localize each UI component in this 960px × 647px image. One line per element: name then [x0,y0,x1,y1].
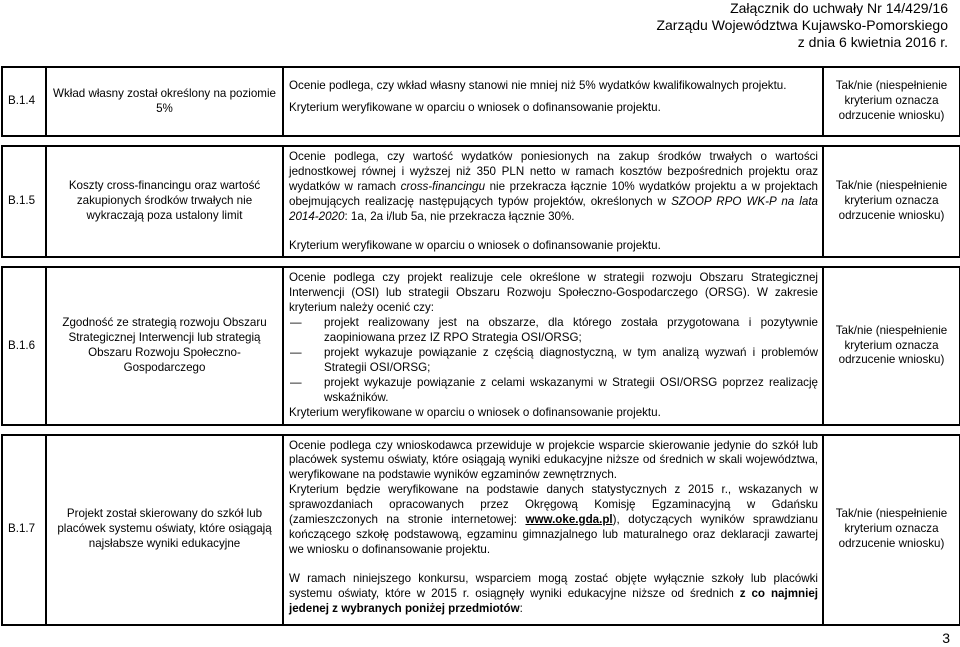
list-item: — projekt wykazuje powiązanie z częścią diagnostyczną, w tym analizą wyzwań i problemów Strategii OSI/ORSG; [289,346,818,376]
header-line-3: z dnia 6 kwietnia 2016 r. [797,34,948,50]
text-segment: ), dotyczących wyników sprawdzianu kończącego szkołę podstawową, egzaminu gimnazjalnego lub maturalnego oraz deklaracji zawartej we wniosku o dofinansowanie projektu. [289,513,818,556]
text-segment: Ocenie podlega, czy wartość wydatków poniesionych na zakup środków trwałych o wartości jednostkowej równej i wyższej niż 350 PLN netto w ramach kosztów bezpośrednich projektu oraz wydatków w ramach [289,150,818,193]
verification-note: Kryterium weryfikowane w oparciu o wniosek o dofinansowanie projektu. [289,405,661,419]
criterion-description [283,267,823,424]
description-paragraph [289,483,818,558]
verification-note: Kryterium weryfikowane w oparciu o wniosek o dofinansowanie projektu. [289,238,661,252]
criterion-result: Tak/nie (niespełnienie kryterium oznacza odrzucenie wniosku) [823,435,960,625]
text-segment: Kryterium będzie weryfikowane na podstawie danych statystycznych z 2015 r., wskazanych w sprawozdaniach opracowanych przez Okręgową Komisję Egzaminacyjną w Gdańsku (zamieszczonych na stronie internetowej: [289,483,818,527]
text-segment: : 1a, 2a i/lub 5a, nie przekracza łącznie 30%. [344,209,575,223]
criterion-id: B.1.4 [2,67,46,136]
text-segment: nie przekracza łącznie 10% wydatków projektu a w projektach obejmujących realizację następujących typów projektów, określonych w [289,179,818,208]
criterion-id: B.1.6 [2,267,46,424]
header-line-1: Załącznik do uchwały Nr 14/429/16 [730,0,948,16]
criterion-name: Projekt został skierowany do szkół lub placówek systemu oświaty, które osiągają najsłabsze wyniki edukacyjne [46,435,283,625]
table-row [2,146,960,257]
criterion-result: Tak/nie (niespełnienie kryterium oznacza odrzucenie wniosku) [823,67,960,136]
criterion-id: B.1.7 [2,435,46,625]
table-row [2,435,960,625]
text-segment-italic: SZOOP RPO WK-P na lata 2014-2020 [289,194,818,223]
text-segment-italic: cross-financingu [400,179,486,193]
verification-note: Kryterium weryfikowane w oparciu o wniosek o dofinansowanie projektu. [289,100,661,114]
description-paragraph: Ocenie podlega, czy wkład własny stanowi nie mniej niż 5% wydatków kwalifikowalnych projektu. [289,79,787,92]
criterion-id: B.1.5 [2,146,46,257]
list-item: — projekt realizowany jest na obszarze, dla którego została przygotowana i pozytywnie zaopiniowana przez IZ RPO Strategia OSI/ORSG; [289,316,818,346]
criterion-description [283,435,823,625]
text-segment: W ramach niniejszego konkursu, wsparciem mogą zostać objęte wyłącznie szkoły lub placówki systemu oświaty, które w 2015 r. osiągnęły wyniki edukacyjne niższe od średnich [289,571,818,600]
description-paragraph [289,150,818,225]
page-number: 3 [942,630,950,646]
description-paragraph: Ocenie podlega czy projekt realizuje cele określone w strategii rozwoju Obszaru Strategicznej Interwencji (OSI) lub strategii Obszaru Rozwoju Społeczno-Gospodarczego (ORSG). W zakresie kryterium należy ocenić czy: [289,271,818,315]
document-header [656,0,948,51]
text-segment: : [519,601,523,615]
criterion-name: Zgodność ze strategią rozwoju Obszaru Strategicznej Interwencji lub strategią Obszaru Rozwoju Społeczno-Gospodarczego [46,267,283,424]
website-link[interactable]: www.oke.gda.pl [525,513,613,527]
criterion-result: Tak/nie (niespełnienie kryterium oznacza odrzucenie wniosku) [823,267,960,424]
header-line-2: Zarządu Województwa Kujawsko-Pomorskiego [656,17,948,33]
criteria-list [289,316,818,405]
criterion-name: Koszty cross-financingu oraz wartość zakupionych środków trwałych nie wykraczają poza ustalony limit [46,146,283,257]
criterion-result: Tak/nie (niespełnienie kryterium oznacza odrzucenie wniosku) [823,146,960,257]
criterion-name: Wkład własny został określony na poziomie 5% [46,67,283,136]
criterion-description [283,67,823,136]
table-row [2,267,960,424]
description-paragraph: Ocenie podlega czy wnioskodawca przewiduje w projekcie wsparcie skierowanie jedynie do szkół lub placówek systemu oświaty, które osiągają wyniki edukacyjne niższe od średnich w skali województwa, weryfikowane na podstawie wyników egzaminów zewnętrznych. [289,438,818,482]
text-segment-bold: z co najmniej jedenej z wybranych poniżej przedmiotów [289,586,818,615]
criteria-table [1,66,960,626]
list-item: — projekt wykazuje powiązanie z celami wskazanymi w Strategii OSI/ORSG poprzez realizację wskaźników. [289,376,818,406]
table-row [2,67,960,136]
description-paragraph [289,572,818,617]
criterion-description [283,146,823,257]
